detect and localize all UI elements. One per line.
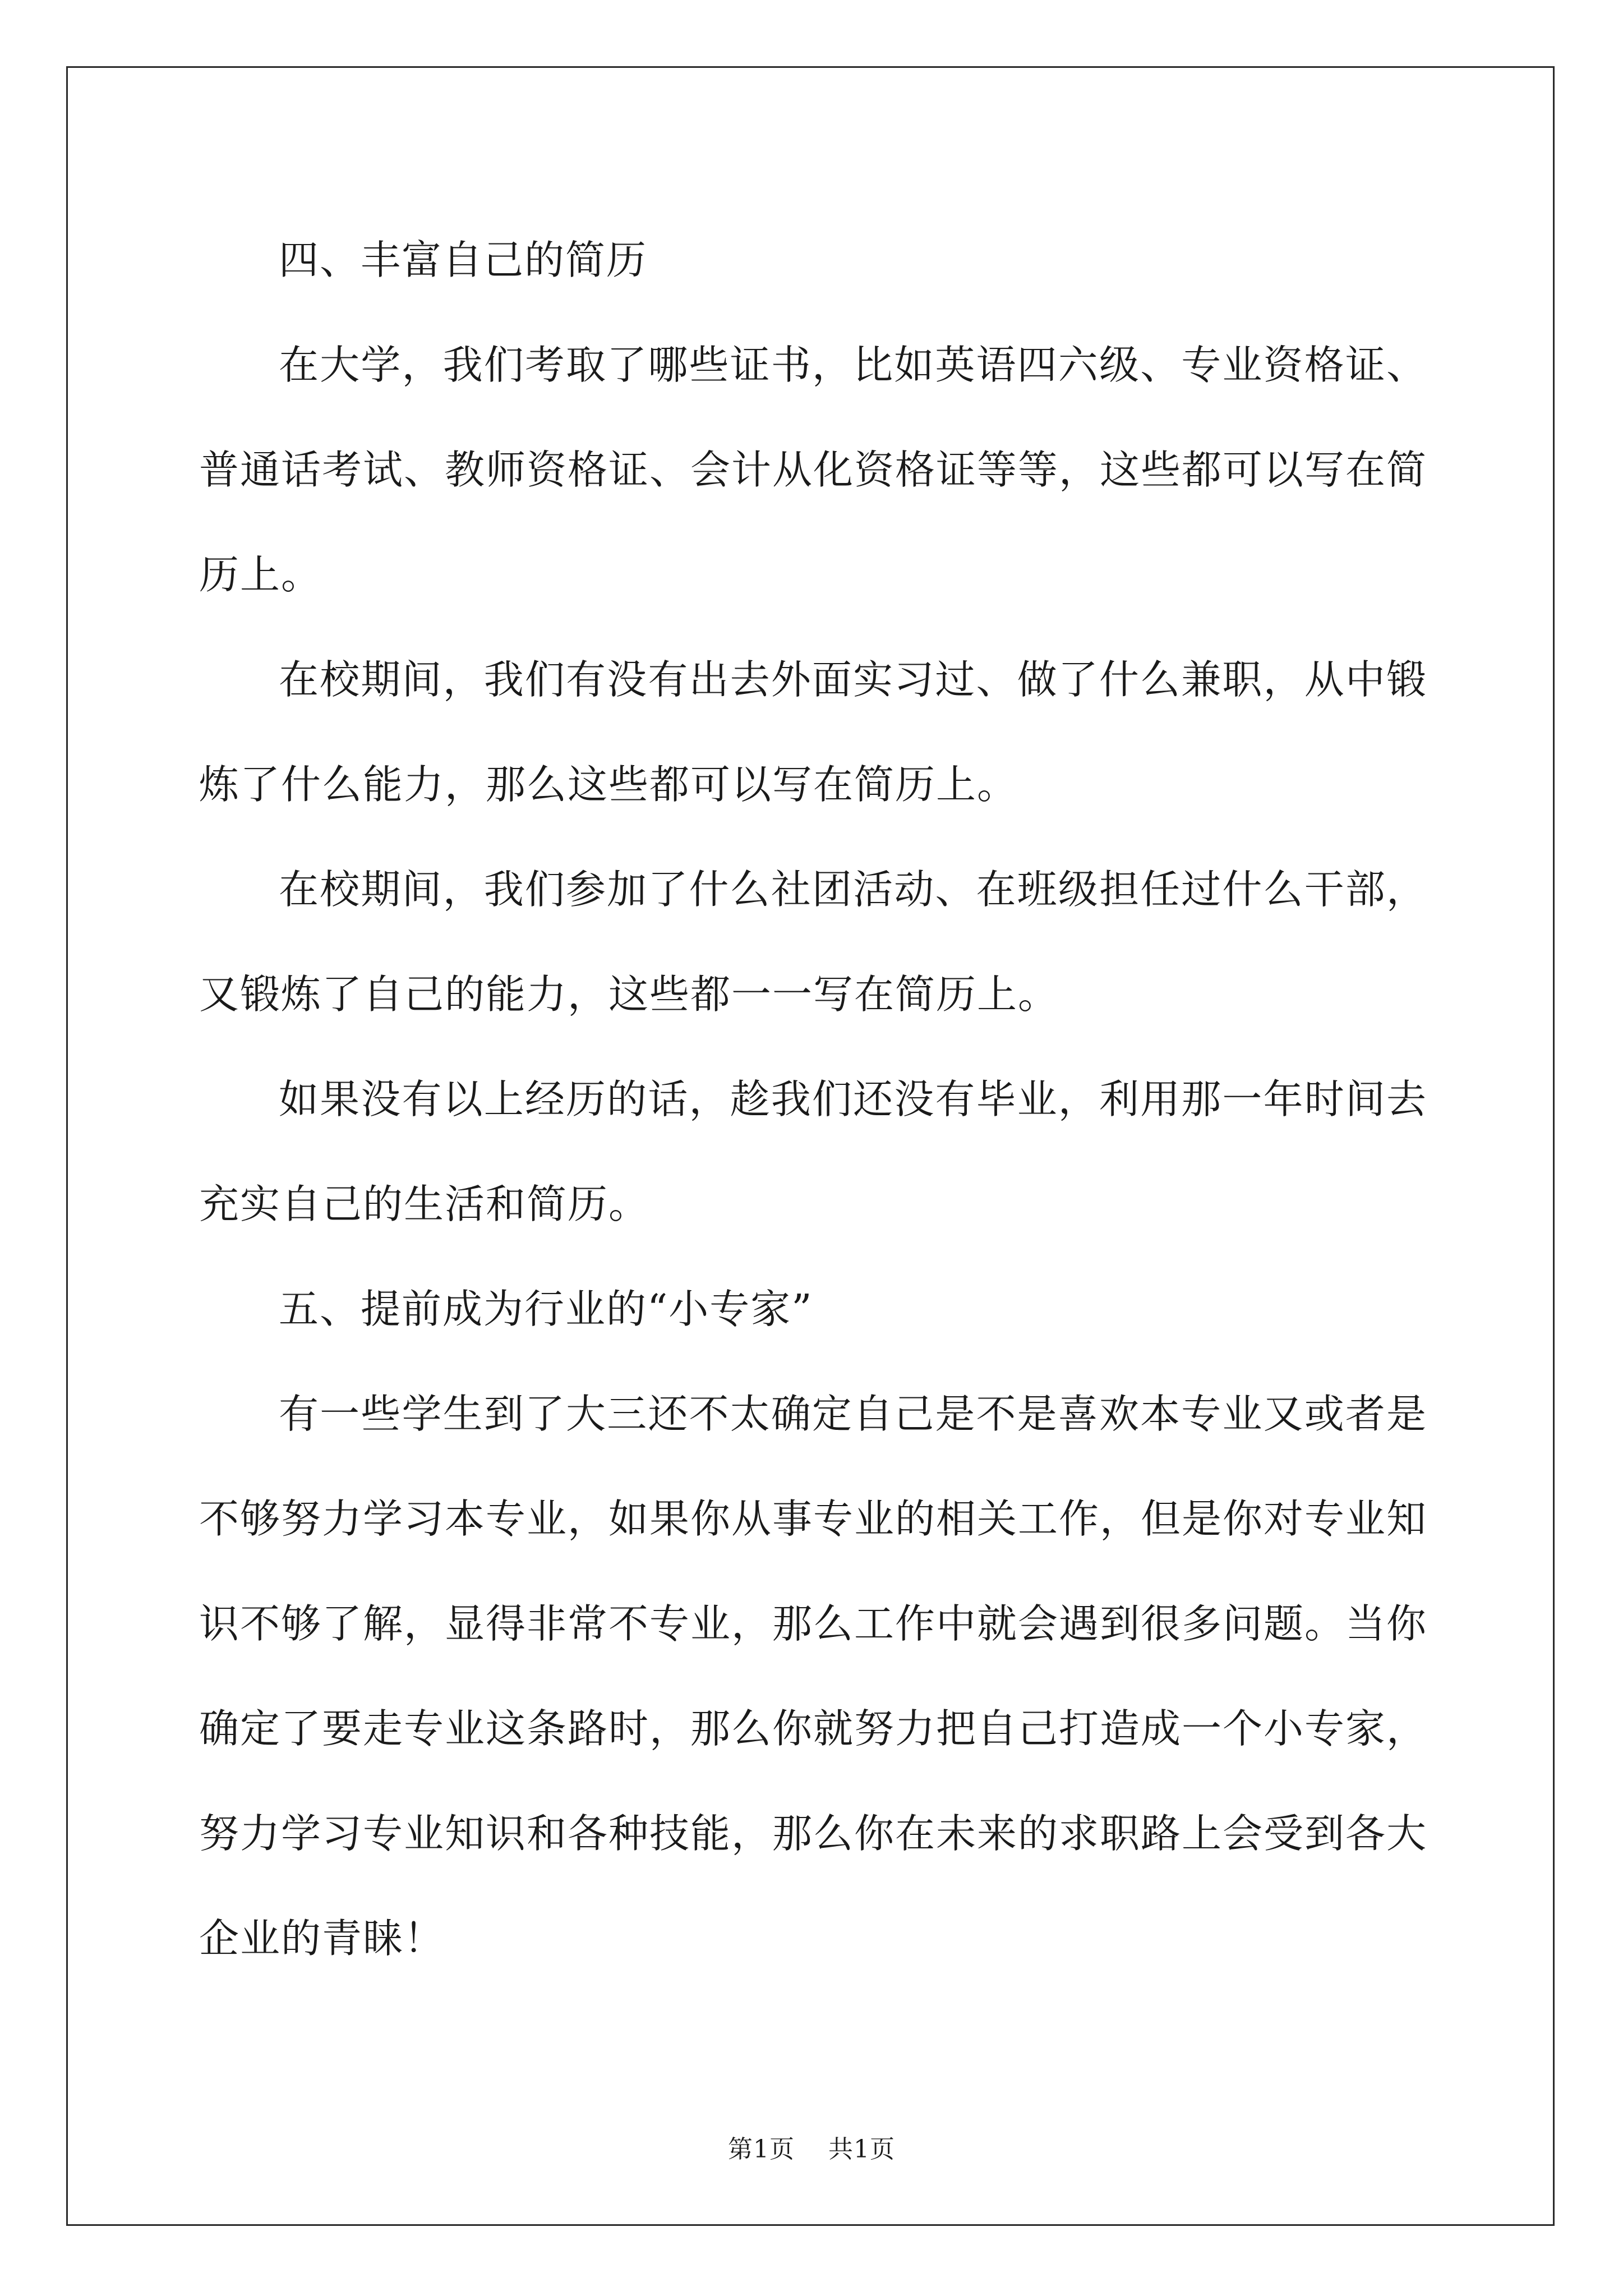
page-number: 第1页 bbox=[728, 2135, 795, 2164]
paragraph-certificates: 在大学，我们考取了哪些证书，比如英语四六级、专业资格证、普通话考试、教师资格证、会计从化资格证等等，这些都可以写在简历上。 bbox=[199, 342, 1428, 598]
paragraph-internship: 在校期间，我们有没有出去外面实习过、做了什么兼职，从中锻炼了什么能力，那么这些都可以写在简历上。 bbox=[199, 656, 1427, 808]
page-total: 共1页 bbox=[828, 2135, 895, 2164]
section-heading-4: 四、丰富自己的简历 bbox=[279, 237, 648, 283]
page-footer bbox=[0, 2129, 1623, 2165]
paragraph-no-experience: 如果没有以上经历的话，趁我们还没有毕业，利用那一年时间去充实自己的生活和简历。 bbox=[199, 1076, 1427, 1227]
section-heading-5: 五、提前成为行业的“小专家” bbox=[279, 1286, 813, 1332]
document-body bbox=[199, 208, 1427, 1991]
paragraph-activities: 在校期间，我们参加了什么社团活动、在班级担任过什么干部，又锻炼了自己的能力，这些都一一写在简历上。 bbox=[199, 866, 1427, 1018]
paragraph-expert: 有一些学生到了大三还不太确定自己是不是喜欢本专业又或者是不够努力学习本专业，如果你从事专业的相关工作，但是你对专业知识不够了解，显得非常不专业，那么工作中就会遇到很多问题。当你确定了要走专业这条路时，那么你就努力把自己打造成一个小专家，努力学习专业知识和各种技能，那么你在未来的求职路上会受到各大企业的青睐！ bbox=[199, 1391, 1428, 1962]
